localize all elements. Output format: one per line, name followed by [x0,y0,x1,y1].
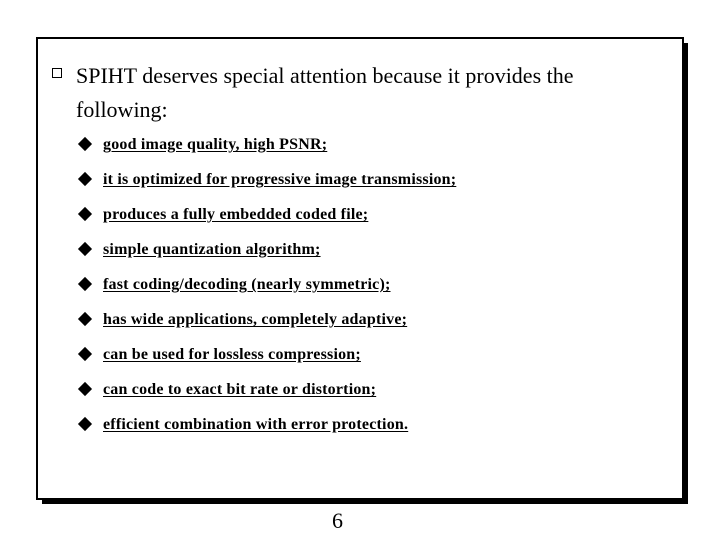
diamond-bullet-icon [78,275,94,295]
list-item [78,380,456,415]
diamond-bullet-icon [78,310,94,330]
list-item [78,135,456,170]
list-item [78,205,456,240]
list-item-text: fast coding/decoding (nearly symmetric); [103,276,391,293]
list-item-text: efficient combination with error protection. [103,416,409,433]
list-item [78,415,456,450]
diamond-bullet-icon [78,205,94,225]
list-item-text: simple quantization algorithm; [103,241,321,258]
diamond-bullet-icon [78,380,94,400]
list-item [78,240,456,275]
list-item-text: can code to exact bit rate or distortion; [103,381,377,398]
list-item-text: can be used for lossless compression; [103,346,361,363]
list-item-text: has wide applications, completely adaptive; [103,311,408,328]
list-item [78,310,456,345]
list-item [78,170,456,205]
list-item-text: produces a fully embedded coded file; [103,206,369,223]
list-item-text: it is optimized for progressive image transmission; [103,171,457,188]
page-number: 6 [332,508,343,533]
list-item-text: good image quality, high PSNR; [103,136,328,153]
diamond-bullet-icon [78,240,94,260]
slide-frame [36,37,684,500]
list-item [78,345,456,380]
list-item [78,275,456,310]
hollow-square-bullet-icon [52,68,62,78]
diamond-bullet-icon [78,170,94,190]
diamond-bullet-icon [78,135,94,155]
diamond-bullet-icon [78,345,94,365]
diamond-bullet-icon [78,415,94,435]
intro-text: SPIHT deserves special attention because it provides the following: [76,63,574,122]
feature-list [78,135,456,450]
